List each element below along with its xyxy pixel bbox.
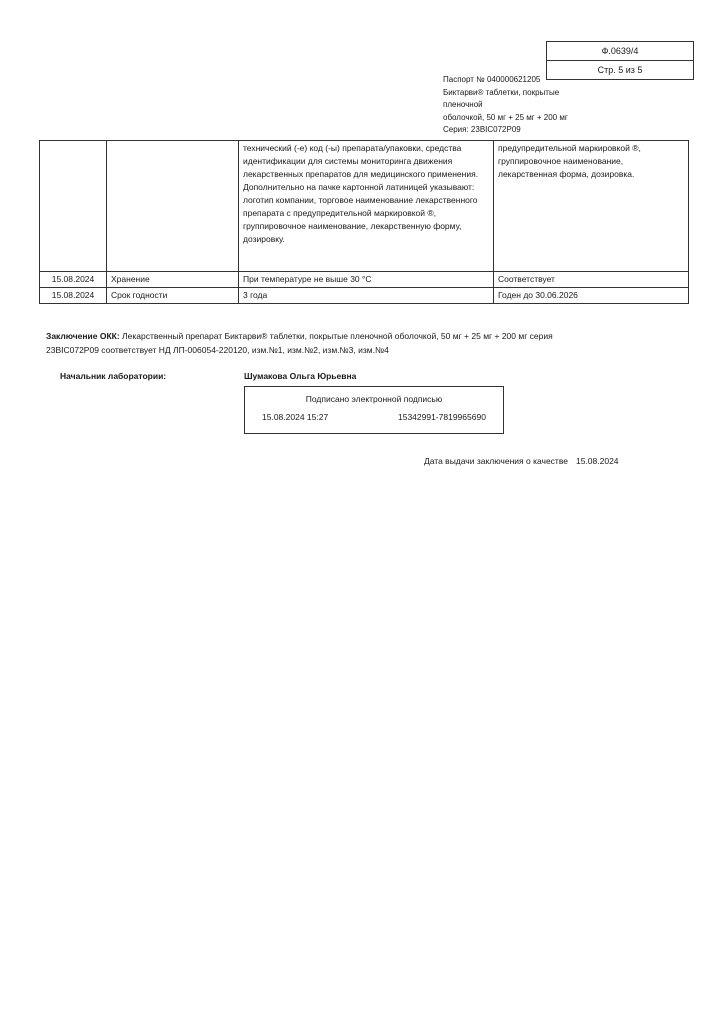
esig-datetime: 15.08.2024 15:27 bbox=[262, 412, 329, 422]
test-requirement: технический (-е) код (-ы) препарата/упаковки, средства идентификации для системы мониторинга движения лекарственных препаратов для медицинского применения. Дополнительно на пачке картонной латиницей указывают: логотип компании, торговое наименование лекарственного препарата с предупредительной маркировкой ®, группировочное наименование, лекарственную форму, дозировку. bbox=[239, 141, 494, 272]
esig-certificate: 15342991-7819965690 bbox=[398, 412, 486, 422]
test-results-table bbox=[39, 140, 689, 304]
test-date: 15.08.2024 bbox=[40, 272, 107, 288]
product-dosage-line: оболочкой, 50 мг + 25 мг + 200 мг bbox=[443, 112, 568, 122]
conclusion-text: Лекарственный препарат Биктарви® таблетки, покрытые пленочной оболочкой, 50 мг + 25 мг + 200 мг серия 23BIC072P09 соответствует НД ЛП-006054-220120, изм.№1, изм.№2, изм.№3, изм.№4 bbox=[46, 331, 553, 355]
qc-conclusion bbox=[46, 330, 606, 357]
series-line: Серия: 23BIC072P09 bbox=[443, 125, 521, 134]
test-parameter: Хранение bbox=[107, 272, 239, 288]
lab-head-name: Шумакова Ольга Юрьевна bbox=[244, 371, 357, 381]
test-requirement: При температуре не выше 30 °С bbox=[239, 272, 494, 288]
lab-head-label: Начальник лаборатории: bbox=[60, 371, 167, 381]
conclusion-label: Заключение ОКК: bbox=[46, 331, 120, 341]
table-row bbox=[40, 141, 689, 272]
form-number: Ф.0639/4 bbox=[601, 46, 639, 56]
esig-title: Подписано электронной подписью bbox=[305, 394, 443, 404]
passport-number: Паспорт № 040000621205 bbox=[443, 75, 541, 84]
test-date: 15.08.2024 bbox=[40, 288, 107, 304]
issue-date-value: 15.08.2024 bbox=[575, 456, 619, 466]
test-parameter: Срок годности bbox=[107, 288, 239, 304]
table-row bbox=[40, 272, 689, 288]
electronic-signature-stamp bbox=[244, 386, 504, 434]
test-result: предупредительной маркировкой ®, группировочное наименование, лекарственная форма, дозировка. bbox=[494, 141, 689, 272]
test-date bbox=[40, 141, 107, 272]
test-parameter bbox=[107, 141, 239, 272]
page-counter: Стр. 5 из 5 bbox=[547, 60, 693, 79]
issue-date-line bbox=[424, 456, 619, 466]
test-requirement: 3 года bbox=[239, 288, 494, 304]
issue-date-label: Дата выдачи заключения о качестве bbox=[424, 456, 568, 466]
test-result: Соответствует bbox=[494, 272, 689, 288]
table-row bbox=[40, 288, 689, 304]
product-name-line: Биктарви® таблетки, покрытые пленочной bbox=[443, 87, 560, 109]
test-result: Годен до 30.06.2026 bbox=[494, 288, 689, 304]
passport-block bbox=[443, 74, 593, 137]
